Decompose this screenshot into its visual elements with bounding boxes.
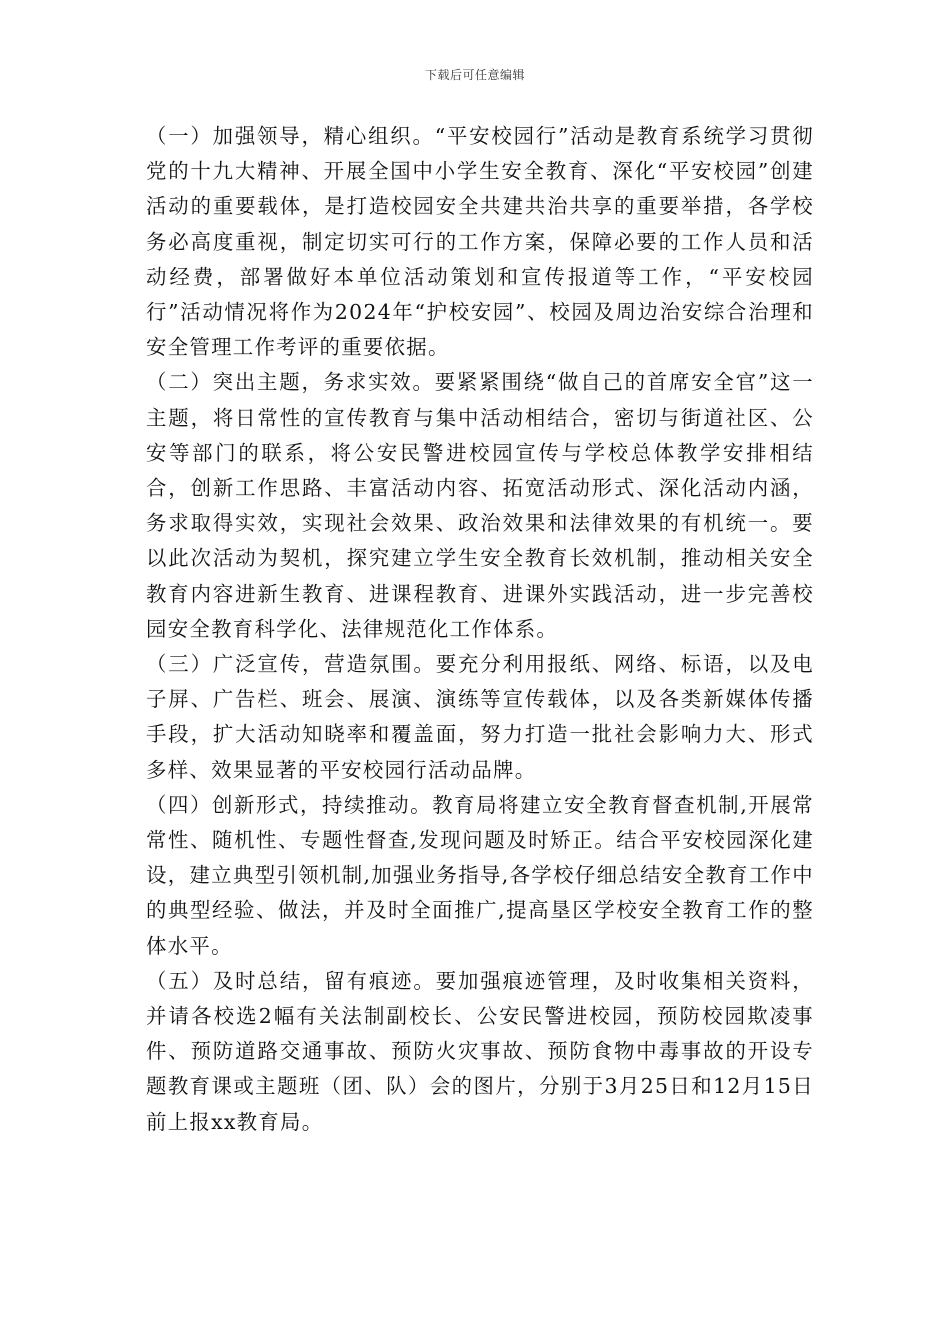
page-header: 下载后可任意编辑	[424, 68, 525, 82]
document-body	[146, 119, 814, 1140]
paragraph-1: （一）加强领导，精心组织。“平安校园行”活动是教育系统学习贯彻党的十九大精神、开展全国中小学生安全教育、深化“平安校园”创建活动的重要载体，是打造校园安全共建共治共享的重要举措，各学校务必高度重视，制定切实可行的工作方案，保障必要的工作人员和活动经费，部署做好本单位活动策划和宣传报道等工作，“平安校园行”活动情况将作为2024年“护校安园”、校园及周边治安综合治理和安全管理工作考评的重要依据。	[146, 124, 814, 360]
paragraph-3: （三）广泛宣传，营造氛围。要充分利用报纸、网络、标语，以及电子屏、广告栏、班会、展演、演练等宣传载体，以及各类新媒体传播手段，扩大活动知晓率和覆盖面，努力打造一批社会影响力大、形式多样、效果显著的平安校园行活动品牌。	[146, 652, 814, 782]
paragraph-5: （五）及时总结，留有痕迹。要加强痕迹管理，及时收集相关资料，并请各校选2幅有关法制副校长、公安民警进校园，预防校园欺凌事件、预防道路交通事故、预防火灾事故、预防食物中毒事故的开设专题教育课或主题班（团、队）会的图片，分别于3月25日和12月15日前上报xx教育局。	[146, 968, 814, 1134]
paragraph-4: （四）创新形式，持续推动。教育局将建立安全教育督查机制,开展常常性、随机性、专题性督查,发现问题及时矫正。结合平安校园深化建设，建立典型引领机制,加强业务指导,各学校仔细总结安全教育工作中的典型经验、做法，并及时全面推广,提高垦区学校安全教育工作的整体水平。	[146, 792, 814, 958]
paragraph-2: （二）突出主题，务求实效。要紧紧围绕“做自己的首席安全官”这一主题，将日常性的宣传教育与集中活动相结合，密切与街道社区、公安等部门的联系，将公安民警进校园宣传与学校总体教学安排相结合，创新工作思路、丰富活动内容、拓宽活动形式、深化活动内涵，务求取得实效，实现社会效果、政治效果和法律效果的有机统一。要以此次活动为契机，探究建立学生安全教育长效机制，推动相关安全教育内容进新生教育、进课程教育、进课外实践活动，进一步完善校园安全教育科学化、法律规范化工作体系。	[146, 370, 814, 641]
